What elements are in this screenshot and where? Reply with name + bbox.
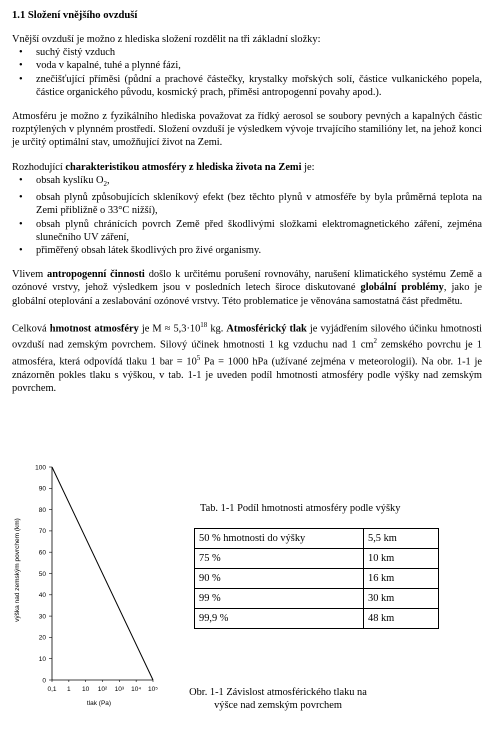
y-axis-label: výška nad zemským povrchem (km) xyxy=(14,518,21,622)
x-tick-label: 10 xyxy=(82,686,90,693)
aerosol-paragraph: Atmosféru je možno z fyzikálního hlediska považovat za řídký aerosol se soubory pevných a kapalných částic rozptýlených v plynném prostředí. Složení ovzduší je výsledkem vývoje trvajícího stamilióny let, na jehož konci je určitý optimální stav, umožňující život na Zemi. xyxy=(12,111,482,149)
table-cell-share: 50 % hmotnosti do výšky xyxy=(195,529,364,549)
pressure-altitude-chart xyxy=(0,458,170,720)
figure-caption-line: výšce nad zemským povrchem xyxy=(214,700,342,711)
chart-series xyxy=(52,467,153,680)
section-heading: 1.1 Složení vnějšího ovzduší xyxy=(12,10,138,21)
y-tick-label: 100 xyxy=(35,464,46,472)
x-tick-label: 10² xyxy=(97,686,108,693)
list-item: • znečišťující příměsi (půdní a prachové částečky, krystalky mořských solí, částice vulkanického popela, částice organického původu, kosmický prach, příměsi antropogenní povahy apod.). xyxy=(36,73,482,99)
table-row xyxy=(195,589,439,609)
document-page xyxy=(12,10,482,395)
table-row xyxy=(195,609,439,629)
x-tick-label: 0,1 xyxy=(47,686,57,693)
list-item: • obsah kyslíku $O_2$, xyxy=(36,174,482,191)
table-cell-share: 99 % xyxy=(195,589,364,609)
y-tick-label: 0 xyxy=(42,677,46,685)
x-tick-label: 10⁴ xyxy=(131,686,142,693)
y-tick-label: 20 xyxy=(38,634,46,642)
anthropogenic-paragraph: Vlivem antropogenní činnosti došlo k určitému porušení rovnováhy, narušení klimatického systému Země a ozónové vrstvy, jehož výsledkem jsou v posledních letech široce diskutované globální problémy, jako je globální oteplování a zeslabování ozónové vrstvy. Této problematice je věnována samostatná část předmětu. xyxy=(12,269,482,307)
y-tick-label: 10 xyxy=(38,656,46,663)
list-item: • obsah plynů způsobujících skleníkový efekt (bez těchto plynů v atmosféře by byla průměrná teplota na Zemi přibližně o 33°C nižší), xyxy=(36,191,482,217)
table-row xyxy=(195,549,439,569)
y-tick-label: 90 xyxy=(38,485,46,493)
table-cell-share: 99,9 % xyxy=(195,609,364,629)
y-tick-label: 60 xyxy=(38,549,46,557)
composition-list xyxy=(12,46,482,99)
table-cell-height: 48 km xyxy=(364,609,439,629)
y-tick-label: 40 xyxy=(38,592,46,600)
mass-distribution-table xyxy=(194,528,439,629)
pressure-line xyxy=(52,467,153,680)
table-cell-height: 30 km xyxy=(364,589,439,609)
x-tick-label: 10³ xyxy=(114,686,125,693)
figure-caption xyxy=(173,686,383,712)
table-row xyxy=(195,529,439,549)
table-cell-share: 75 % xyxy=(195,549,364,569)
y-tick-label: 70 xyxy=(38,528,46,536)
table-cell-height: 10 km xyxy=(364,549,439,569)
x-axis-label: tlak (Pa) xyxy=(86,700,112,707)
y-tick-label: 30 xyxy=(38,613,46,621)
table-cell-share: 90 % xyxy=(195,569,364,589)
intro-paragraph: Vnější ovzduší je možno z hlediska složení rozdělit na tři základní složky: xyxy=(12,34,321,45)
table-caption: Tab. 1-1 Podíl hmotnosti atmosféry podle výšky xyxy=(200,503,401,514)
mass-paragraph: Celková hmotnost atmosféry je $M \approx 5,3\cdot 10^{18}$ kg. Atmosférický tlak je vyjádřením silového účinku hmotnosti ovzduší nad zemským povrchem. Silový účinek hmotnosti 1 kg vzduchu nad 1 $cm^2$ zemského povrchu je 1 atmosféra, která odpovídá tlaku 1 bar = $10^5$ Pa = 1000 hPa (užívané zejména v meteorologii). Na obr. 1-1 je znázorněn pokles tlaku s výškou, v tab. 1-1 je uveden podíl hmotnosti atmosféry podle výšky nad zemským povrchem. xyxy=(12,320,483,394)
list-item: • přiměřený obsah látek škodlivých pro živé organismy. xyxy=(36,244,482,257)
y-tick-label: 80 xyxy=(38,506,46,514)
characteristics-paragraph: Rozhodující charakteristikou atmosféry z hlediska života na Zemi je: xyxy=(12,161,315,173)
figure-caption-line: Obr. 1-1 Závislost atmosférického tlaku na xyxy=(189,687,367,698)
list-item: • voda v kapalné, tuhé a plynné fázi, xyxy=(36,59,482,72)
table-row xyxy=(195,569,439,589)
x-tick-label: 1 xyxy=(67,686,71,693)
table-cell-height: 5,5 km xyxy=(364,529,439,549)
y-tick-label: 50 xyxy=(38,570,46,578)
x-tick-label: 10⁵ xyxy=(148,686,158,693)
table-cell-height: 16 km xyxy=(364,569,439,589)
chart-axes xyxy=(35,464,158,693)
list-item: • suchý čistý vzduch xyxy=(36,46,482,59)
characteristics-list xyxy=(12,174,482,257)
list-item: • obsah plynů chránících povrch Země před škodlivými složkami elektromagnetického záření, zejména slunečního UV záření, xyxy=(36,218,482,244)
